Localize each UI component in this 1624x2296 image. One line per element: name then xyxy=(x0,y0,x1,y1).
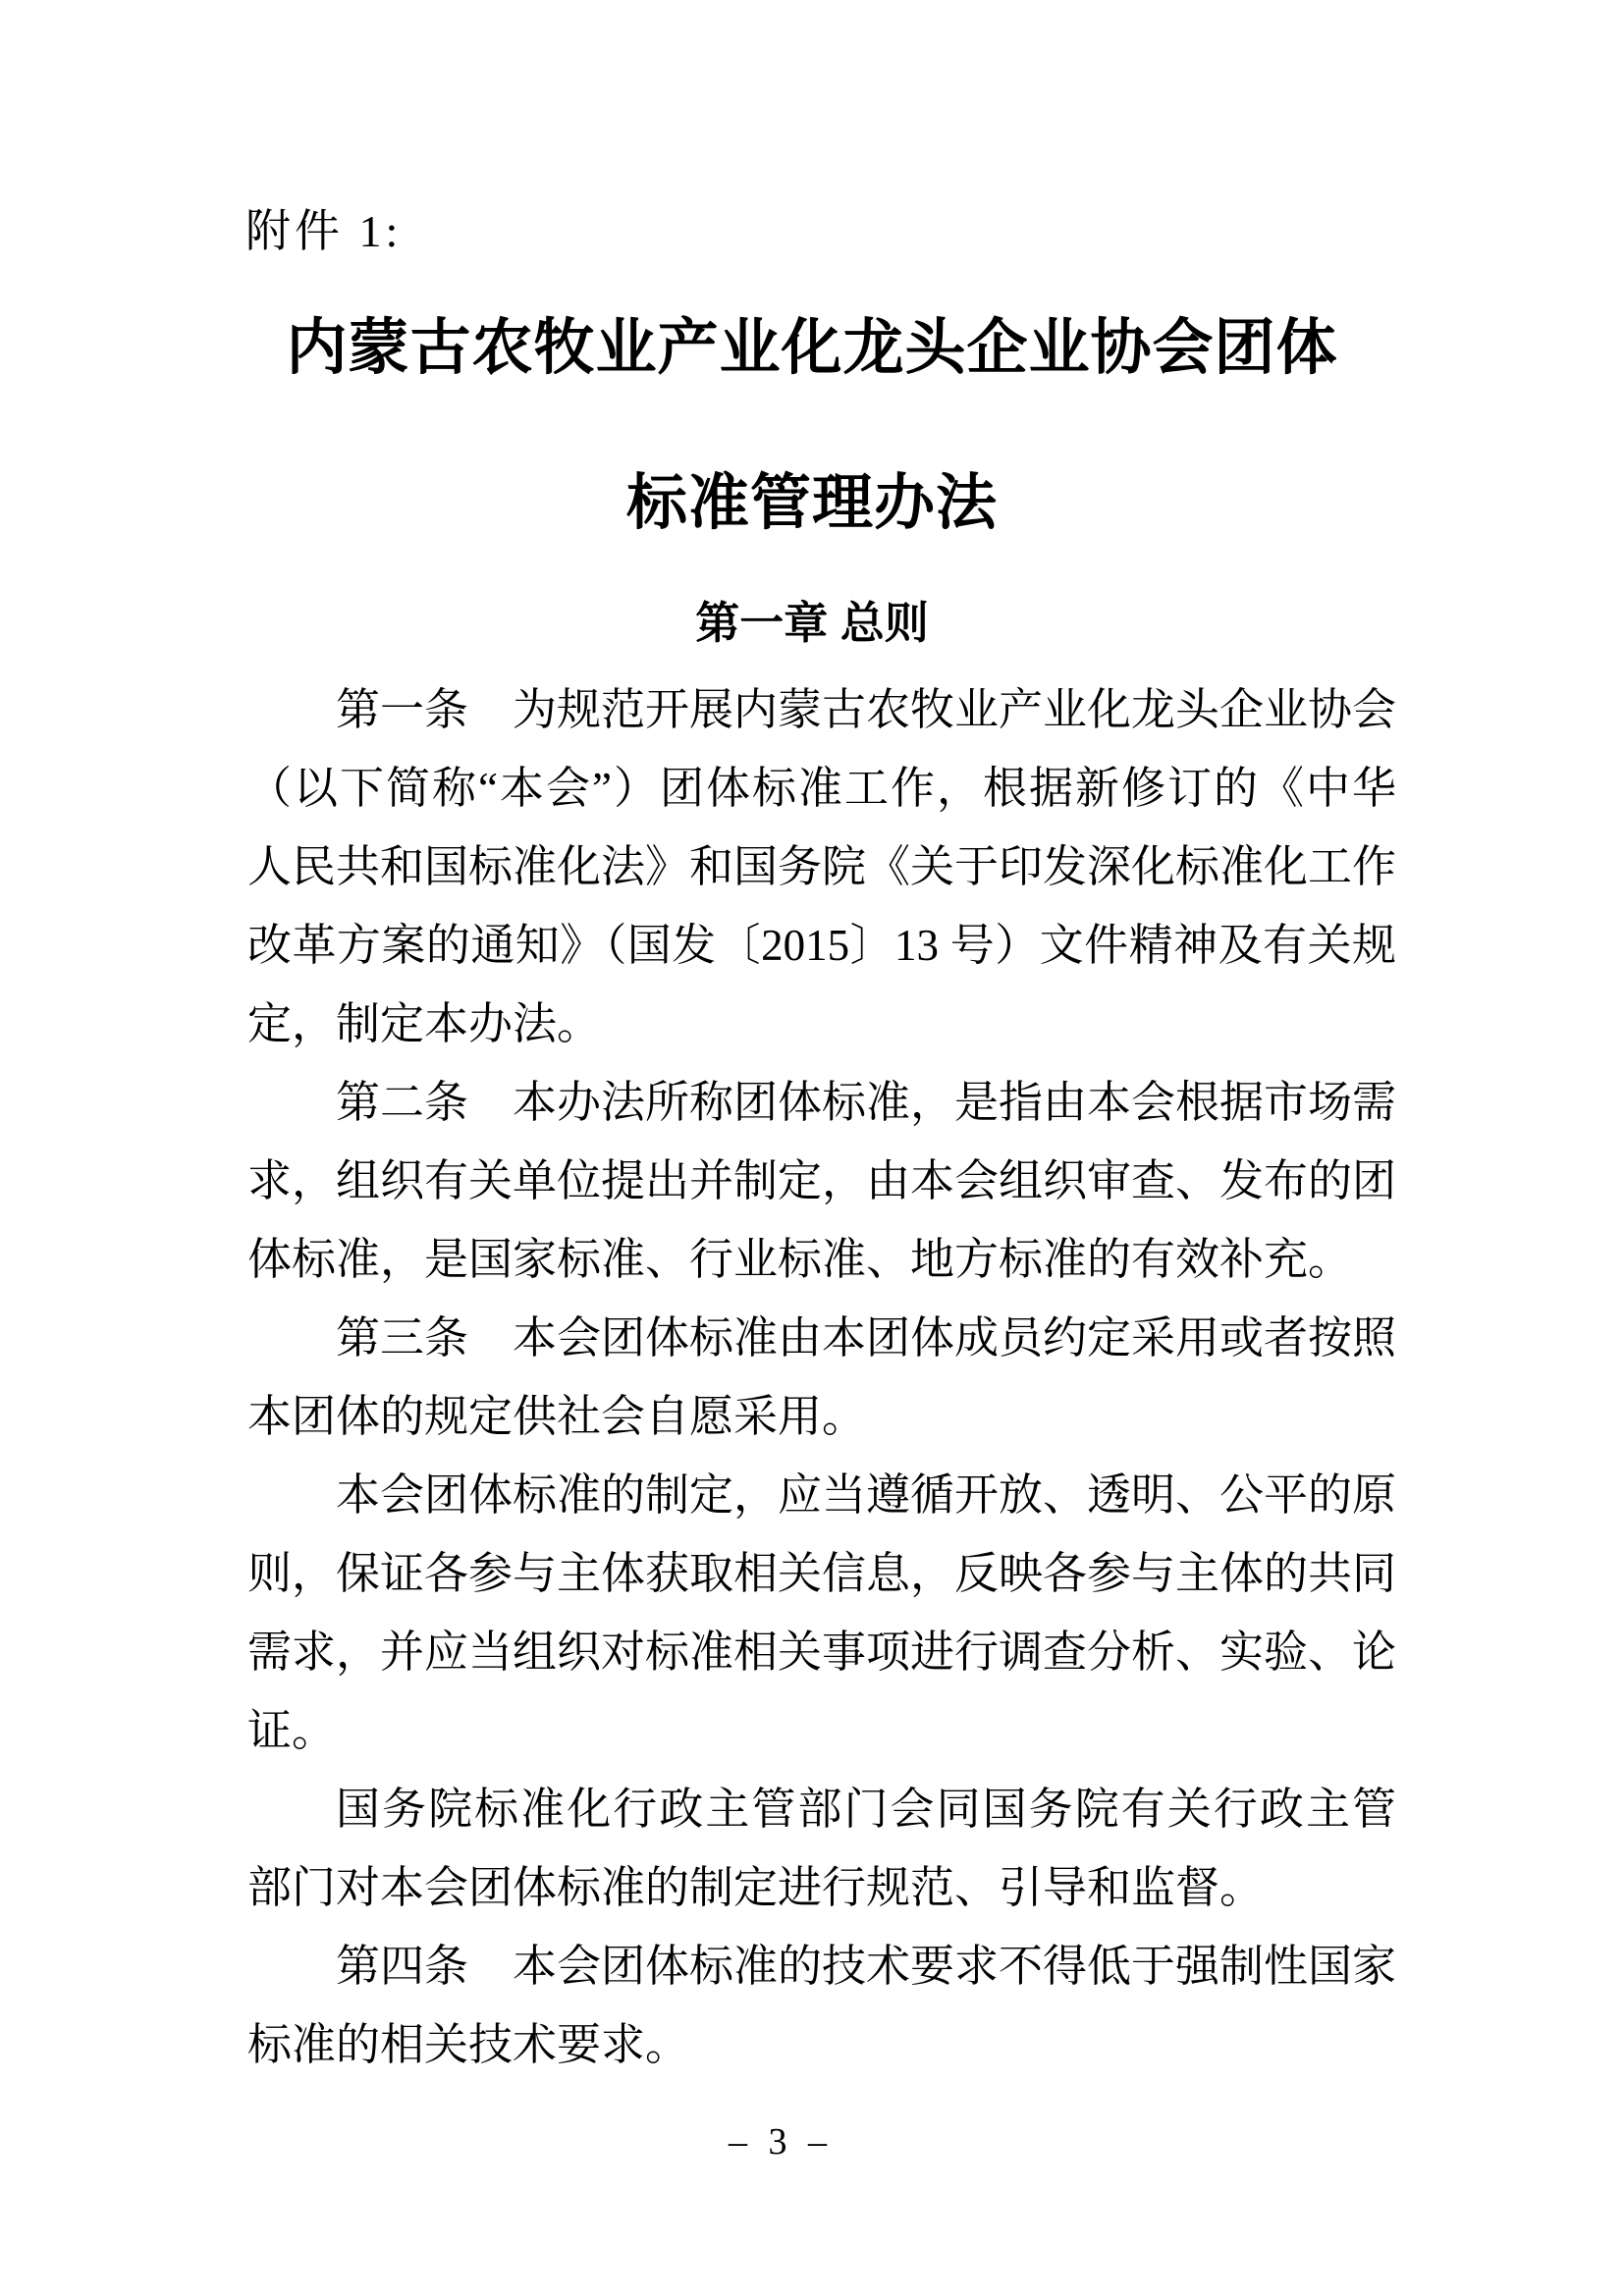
chapter-heading: 第一章 总则 xyxy=(695,598,929,648)
paragraph xyxy=(247,1770,1396,1927)
text-line: 证。 xyxy=(247,1706,337,1755)
text-line: 求，组织有关单位提出并制定，由本会组织审查、发布的团 xyxy=(247,1156,1397,1205)
text-line: 标准的相关技术要求。 xyxy=(247,2020,690,2069)
paragraph xyxy=(247,1299,1396,1456)
paragraph xyxy=(247,670,1396,1063)
text-line: 则，保证各参与主体获取相关信息，反映各参与主体的共同 xyxy=(247,1549,1397,1598)
text-line: 改革方案的通知》（国发〔2015〕13 号）文件精神及有关规 xyxy=(247,921,1396,970)
page-number: – 3 – xyxy=(729,2121,833,2163)
text-line: 第三条 本会团体标准由本团体成员约定采用或者按照 xyxy=(336,1313,1397,1362)
text-line: 第二条 本办法所称团体标准，是指由本会根据市场需 xyxy=(336,1078,1397,1127)
document-title-line1: 内蒙古农牧业产业化龙头企业协会团体 xyxy=(286,315,1338,382)
text-line: 第一条 为规范开展内蒙古农牧业产业化龙头企业协会 xyxy=(336,685,1397,734)
text-line: 定，制定本办法。 xyxy=(247,999,602,1048)
text-line: 国务院标准化行政主管部门会同国务院有关行政主管 xyxy=(336,1785,1396,1834)
paragraph xyxy=(247,1063,1396,1299)
paragraph xyxy=(247,1927,1396,2084)
text-line: 体标准，是国家标准、行业标准、地方标准的有效补充。 xyxy=(247,1235,1353,1284)
text-line: 本团体的规定供社会自愿采用。 xyxy=(247,1392,867,1441)
document-title-line2: 标准管理办法 xyxy=(625,470,998,537)
text-line: 本会团体标准的制定，应当遵循开放、透明、公平的原 xyxy=(336,1470,1397,1520)
body-text xyxy=(247,670,1396,2084)
attachment-label: 附件 1: xyxy=(245,206,403,256)
text-line: 第四条 本会团体标准的技术要求不得低于强制性国家 xyxy=(336,1942,1397,1991)
text-line: 部门对本会团体标准的制定进行规范、引导和监督。 xyxy=(247,1863,1265,1912)
text-line: 人民共和国标准化法》和国务院《关于印发深化标准化工作 xyxy=(247,842,1397,891)
text-line: 需求，并应当组织对标准相关事项进行调查分析、实验、论 xyxy=(247,1628,1397,1677)
paragraph xyxy=(247,1456,1396,1770)
text-line: （以下简称“本会”）团体标准工作，根据新修订的《中华 xyxy=(247,764,1396,813)
